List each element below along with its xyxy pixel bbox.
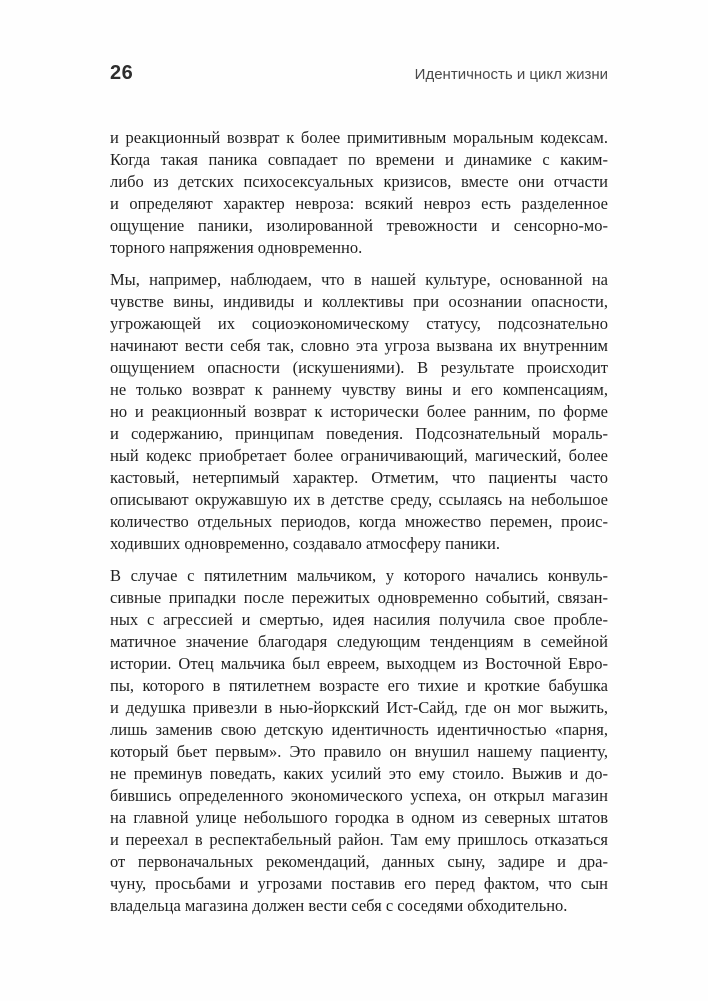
text-line: пы, которого в пятилетнем возрасте его тихие и кроткие бабушка: [110, 676, 608, 695]
page-body: [110, 127, 608, 917]
text-line: истории. Отец мальчика был евреем, выходцем из Восточной Евро-: [110, 654, 608, 673]
paragraph: [110, 269, 608, 555]
text-line: Мы, например, наблюдаем, что в нашей культуре, основанной на: [110, 270, 608, 289]
text-line: и переехал в респектабельный район. Там ему пришлось отказаться: [110, 830, 608, 849]
text-line: но и реакционный возврат к исторически более ранним, по форме: [110, 402, 608, 421]
text-line: который бьет первым». Это правило он внушил нашему пациенту,: [110, 742, 608, 761]
paragraph: [110, 127, 608, 259]
text-line: от первоначальных рекомендаций, данных сыну, задире и дра-: [110, 852, 608, 871]
text-line: не только возврат к раннему чувству вины и его компенсациям,: [110, 380, 608, 399]
text-line: Когда такая паника совпадает по времени и динамике с каким-: [110, 150, 608, 169]
text-line: и содержанию, принципам поведения. Подсознательный мораль-: [110, 424, 608, 443]
text-line: не преминув поведать, каких усилий это ему стоило. Выжив и до-: [110, 764, 608, 783]
page-header: [110, 62, 608, 85]
text-line: матичное значение благодаря следующим тенденциям в семейной: [110, 632, 608, 651]
text-line: ходивших одновременно, создавало атмосферу паники.: [110, 534, 500, 553]
text-line: на главной улице небольшого городка в одном из северных штатов: [110, 808, 608, 827]
text-line: торного напряжения одновременно.: [110, 238, 363, 257]
text-line: и реакционный возврат к более примитивным моральным кодексам.: [110, 128, 608, 147]
text-line: описывают окружавшую их в детстве среду, ссылаясь на небольшое: [110, 490, 608, 509]
text-line: ощущением опасности (искушениями). В результате происходит: [110, 358, 608, 377]
text-line: угрожающей их социоэкономическому статусу, подсознательно: [110, 314, 608, 333]
paragraph: [110, 565, 608, 917]
text-line: ный кодекс приобретает более ограничивающий, магический, более: [110, 446, 608, 465]
text-line: ных с агрессией и смертью, идея насилия получила свое пробле-: [110, 610, 608, 629]
text-line: и определяют характер невроза: всякий невроз есть разделенное: [110, 194, 608, 213]
text-line: чуну, просьбами и угрозами поставив его перед фактом, что сын: [110, 874, 608, 893]
text-line: чувстве вины, индивиды и коллективы при осознании опасности,: [110, 292, 608, 311]
running-head: Идентичность и цикл жизни: [414, 66, 608, 83]
text-line: лишь заменив свою детскую идентичность идентичностью «парня,: [110, 720, 608, 739]
text-line: либо из детских психосексуальных кризисов, вместе они отчасти: [110, 172, 608, 191]
text-line: ощущение паники, изолированной тревожности и сенсорно-мо-: [110, 216, 608, 235]
text-line: кастовый, нетерпимый характер. Отметим, что пациенты часто: [110, 468, 608, 487]
text-line: сивные припадки после пережитых одновременно событий, связан-: [110, 588, 608, 607]
text-line: В случае с пятилетним мальчиком, у которого начались конвуль-: [110, 566, 608, 585]
text-line: начинают вести себя так, словно эта угроза вызвана их внутренним: [110, 336, 608, 355]
page-number: 26: [110, 62, 134, 84]
text-line: количество отдельных периодов, когда множество перемен, проис-: [110, 512, 608, 531]
text-line: владельца магазина должен вести себя с соседями обходительно.: [110, 896, 568, 915]
text-line: и дедушка привезли в нью-йоркский Ист-Сайд, где он мог выжить,: [110, 698, 608, 717]
text-line: бившись определенного экономического успеха, он открыл магазин: [110, 786, 608, 805]
